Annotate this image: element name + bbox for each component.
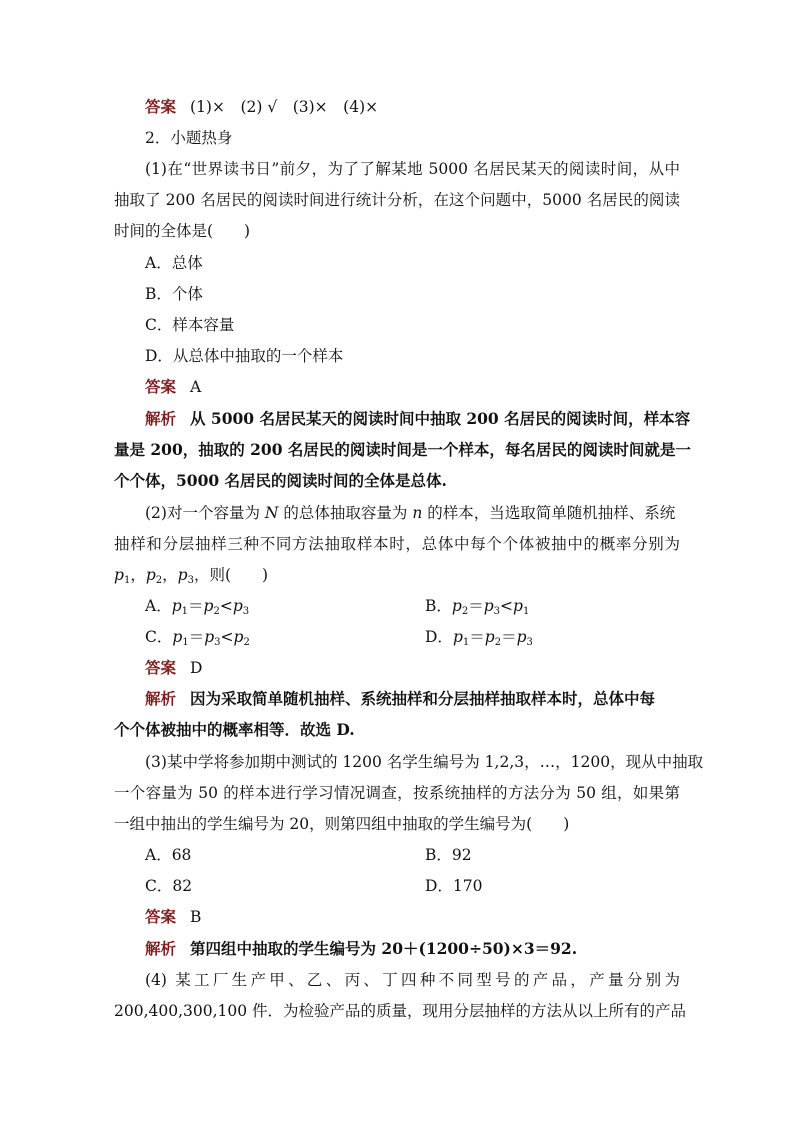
q1-explanation-line-3: 个个体，5000 名居民的阅读时间的全体是总体. <box>114 471 447 490</box>
q2-line-3: $p_1$，$p_2$，$p_3$，则( ) <box>114 566 269 586</box>
explanation-text: 第四组中抽取的学生编号为 20＋(1200÷50)×3＝92. <box>190 939 578 958</box>
explanation-label: 解析 <box>145 939 177 958</box>
var-p: p <box>172 628 183 646</box>
q2-answer <box>145 658 711 678</box>
var-n-lower: n <box>412 504 423 522</box>
answer-label: 答案 <box>145 658 177 677</box>
var-p: p <box>451 597 462 615</box>
q2-text: ，则( ) <box>193 566 269 584</box>
q1-explanation-line-1 <box>145 409 711 429</box>
var-n-upper: N <box>264 504 279 522</box>
q1-answer <box>145 377 711 397</box>
q4-line-1: (4) 某工厂生产甲、乙、丙、丁四种不同型号的产品，产量分别为 <box>145 971 680 989</box>
q2-option-c: C．$p_1=p_3<p_2$ <box>145 628 250 648</box>
var-p: p <box>203 597 214 615</box>
q2-option-a: A．$p_1=p_2<p_3$ <box>145 597 250 617</box>
q1-option-d: D．从总体中抽取的一个样本 <box>145 347 344 365</box>
q2-explanation-line-2: 个个体被抽中的概率相等．故选 D. <box>114 720 355 739</box>
q2-option-d: D．$p_1=p_2=p_3$ <box>425 628 533 648</box>
option-label: A． <box>145 597 172 615</box>
q2-explanation-line-1 <box>145 689 680 709</box>
q1-line-2: 抽取了 200 名居民的阅读时间进行统计分析，在这个问题中，5000 名居民的阅读 <box>114 191 680 209</box>
q2-text: (2)对一个容量为 <box>145 504 265 522</box>
answer-label: 答案 <box>145 907 177 926</box>
q1-option-b: B．个体 <box>145 285 203 303</box>
answer-text: (1)× (2) √ (3)× (4)× <box>190 98 379 116</box>
q3-option-a: A．68 <box>145 846 192 864</box>
q1-option-c: C．样本容量 <box>145 316 235 334</box>
var-p: p <box>483 597 494 615</box>
q2-line-1 <box>145 503 680 523</box>
q3-explanation-line-1 <box>145 939 711 959</box>
q3-option-b: B．92 <box>425 846 472 864</box>
q2-line-2: 抽样和分层抽样三种不同方法抽取样本时，总体中每个个体被抽中的概率分别为 <box>114 535 680 553</box>
option-label: D． <box>425 628 453 646</box>
var-p: p <box>513 597 523 615</box>
var-p: p <box>177 566 188 584</box>
explanation-text: 从 5000 名居民某天的阅读时间中抽取 200 名居民的阅读时间，样本容 <box>190 409 691 428</box>
q3-line-3: 一组中抽出的学生编号为 20，则第四组中抽取的学生编号为( ) <box>114 815 570 833</box>
var-p: p <box>233 628 244 646</box>
var-p: p <box>204 628 215 646</box>
q2-text: 的样本，当选取简单随机抽样、系统 <box>422 504 676 522</box>
var-p: p <box>516 628 527 646</box>
q3-option-d: D．170 <box>425 877 483 895</box>
answer-label: 答案 <box>145 97 177 116</box>
var-p: p <box>171 597 182 615</box>
var-p: p <box>484 628 495 646</box>
answer-value: D <box>190 659 203 677</box>
q1-explanation-line-2: 量是 200，抽取的 200 名居民的阅读时间是一个样本，每名居民的阅读时间就是一 <box>114 440 691 459</box>
answer-label: 答案 <box>145 377 177 396</box>
q1-line-1: (1)在“世界读书日”前夕，为了了解某地 5000 名居民某天的阅读时间，从中 <box>145 160 680 178</box>
explanation-text: 因为采取简单随机抽样、系统抽样和分层抽样抽取样本时，总体中每 <box>190 689 656 708</box>
q3-line-2: 一个容量为 50 的样本进行学习情况调查，按系统抽样的方法分为 50 组，如果第 <box>114 784 680 802</box>
q3-option-c: C．82 <box>145 877 193 895</box>
answer-value: A <box>190 378 202 396</box>
answer-value: B <box>190 908 202 926</box>
q3-answer <box>145 907 711 927</box>
explanation-label: 解析 <box>145 689 177 708</box>
q2-text: 的总体抽取容量为 <box>278 504 413 522</box>
var-p: p <box>452 628 463 646</box>
q1-option-a: A．总体 <box>145 254 203 272</box>
var-p: p <box>145 566 156 584</box>
explanation-label: 解析 <box>145 409 177 428</box>
var-p: p <box>114 566 124 584</box>
var-p: p <box>232 597 243 615</box>
option-label: C． <box>145 628 173 646</box>
answer-line-0 <box>145 97 711 117</box>
section-heading: 2．小题热身 <box>145 129 233 147</box>
q1-line-3: 时间的全体是( ) <box>114 222 251 240</box>
q4-line-2: 200,400,300,100 件．为检验产品的质量，现用分层抽样的方法从以上所有的产品 <box>114 1002 687 1020</box>
q3-line-1: (3)某中学将参加期中测试的 1200 名学生编号为 1,2,3，…，1200，现从中抽取 <box>145 753 704 771</box>
option-label: B． <box>425 597 452 615</box>
q2-option-b: B．$p_2=p_3<p_1$ <box>425 597 530 617</box>
